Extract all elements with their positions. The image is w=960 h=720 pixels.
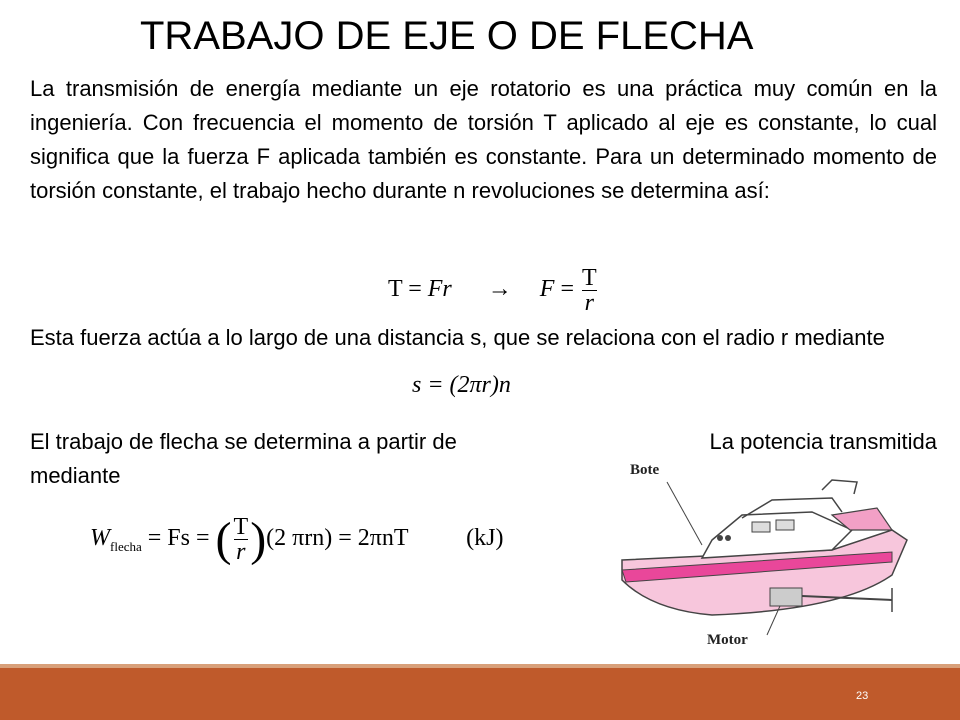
equation-distance: s = (2πr)n [412,372,511,398]
footer-accent-line [0,664,960,668]
eq3-paren-close: ) [250,513,267,566]
eq1-denominator: r [582,290,597,315]
arrow-icon: → [487,276,512,303]
boat-illustration [592,460,922,660]
equation-shaft-work [90,512,503,567]
label-boat: Bote [630,462,660,478]
paragraph-work-left: El trabajo de flecha se determina a partir de [30,429,457,454]
eq1-fr: Fr [427,276,452,303]
label-motor: Motor [707,632,748,648]
eq1-f: F [539,276,555,303]
paragraph-distance: Esta fuerza actúa a lo largo de una distancia s, que se relaciona con el radio r mediante [30,325,885,350]
eq3-subscript: flecha [110,538,142,554]
slide-title: TRABAJO DE EJE O DE FLECHA [140,14,754,58]
eq3-w: W [90,525,110,552]
equation-torque [388,266,599,315]
boat-drawing [592,460,922,660]
eq3-mid1: = Fs = [141,525,216,552]
paragraph-power-right: La potencia transmitida [709,429,937,454]
eq3-paren-open: ( [215,513,232,566]
footer-bar [0,664,960,720]
eq3-denominator: r [234,539,249,564]
eq1-equals: = [554,276,580,303]
eq1-fraction [582,266,597,315]
eq1-left: T = [388,276,428,303]
eq3-fraction [234,515,249,564]
page-number: 23 [856,690,869,702]
paragraph-work-line2: mediante [30,463,121,488]
eq3-mid2: (2 πrn) = 2πnT [266,525,409,552]
paragraph-intro: La transmisión de energía mediante un eje rotatorio es una práctica muy común en la ingeniería. Con frecuencia el momento de torsión T aplicado al eje es constante, lo cual significa que la fuerza F aplicada también es constante. Para un determinado momento de torsión constante, el trabajo hecho durante n revoluciones se determina así: [30,76,937,203]
eq1-numerator: T [581,265,597,291]
eq3-unit: (kJ) [466,525,504,552]
eq3-numerator: T [233,514,249,540]
